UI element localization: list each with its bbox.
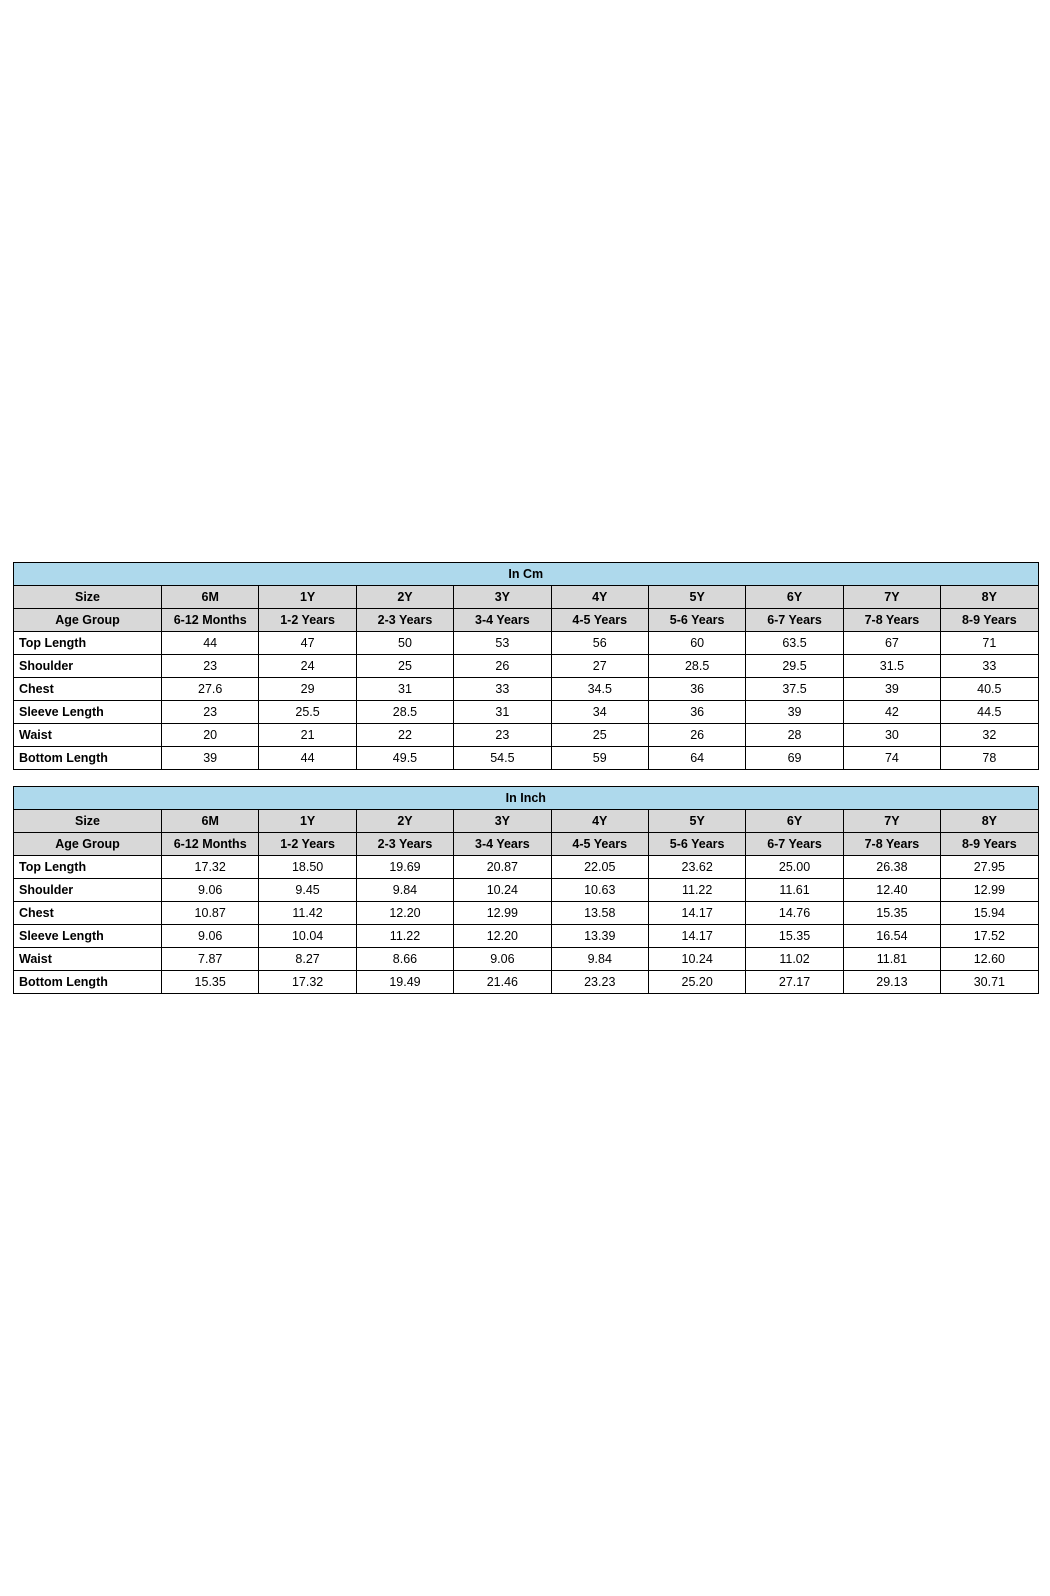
measurement-value: 23.23: [551, 971, 648, 994]
measurement-label: Bottom Length: [14, 747, 162, 770]
measurement-label: Shoulder: [14, 655, 162, 678]
measurement-value: 16.54: [843, 925, 940, 948]
size-header-cell: 3Y: [454, 586, 551, 609]
size-header-cell: 5Y: [648, 810, 745, 833]
measurement-value: 18.50: [259, 856, 356, 879]
measurement-value: 15.94: [941, 902, 1038, 925]
age-group-label: Age Group: [14, 833, 162, 856]
measurement-value: 23: [162, 655, 259, 678]
measurement-value: 50: [356, 632, 453, 655]
measurement-value: 12.20: [356, 902, 453, 925]
measurement-value: 27.17: [746, 971, 843, 994]
measurement-value: 71: [941, 632, 1038, 655]
age-group-cell: 5-6 Years: [648, 609, 745, 632]
measurement-value: 28: [746, 724, 843, 747]
age-group-cell: 4-5 Years: [551, 833, 648, 856]
measurement-value: 11.22: [648, 879, 745, 902]
age-group-cell: 8-9 Years: [941, 609, 1038, 632]
size-header-cell: 7Y: [843, 810, 940, 833]
measurement-value: 25: [356, 655, 453, 678]
age-group-cell: 6-7 Years: [746, 833, 843, 856]
measurement-value: 17.52: [941, 925, 1038, 948]
age-group-row: [14, 833, 1039, 856]
measurement-value: 10.63: [551, 879, 648, 902]
age-group-cell: 2-3 Years: [356, 833, 453, 856]
measurement-value: 9.06: [454, 948, 551, 971]
measurement-value: 39: [746, 701, 843, 724]
size-header-label: Size: [14, 586, 162, 609]
measurement-value: 11.61: [746, 879, 843, 902]
measurement-value: 12.40: [843, 879, 940, 902]
measurement-value: 31.5: [843, 655, 940, 678]
size-header-row: [14, 586, 1039, 609]
size-header-cell: 2Y: [356, 810, 453, 833]
measurement-value: 27.6: [162, 678, 259, 701]
measurement-value: 29: [259, 678, 356, 701]
measurement-value: 34.5: [551, 678, 648, 701]
size-header-cell: 8Y: [941, 810, 1038, 833]
measurement-value: 69: [746, 747, 843, 770]
measurement-value: 27.95: [941, 856, 1038, 879]
size-header-label: Size: [14, 810, 162, 833]
measurement-value: 37.5: [746, 678, 843, 701]
measurement-value: 20: [162, 724, 259, 747]
measurement-value: 30: [843, 724, 940, 747]
age-group-cell: 8-9 Years: [941, 833, 1038, 856]
size-header-cell: 6Y: [746, 586, 843, 609]
age-group-cell: 3-4 Years: [454, 833, 551, 856]
unit-banner-row: [14, 563, 1039, 586]
unit-label: In Inch: [14, 787, 1039, 810]
age-group-cell: 6-7 Years: [746, 609, 843, 632]
measurement-value: 11.42: [259, 902, 356, 925]
age-group-row: [14, 609, 1039, 632]
measurement-value: 25.20: [648, 971, 745, 994]
measurement-value: 47: [259, 632, 356, 655]
measurement-value: 74: [843, 747, 940, 770]
measurement-value: 64: [648, 747, 745, 770]
measurement-value: 39: [162, 747, 259, 770]
size-header-cell: 1Y: [259, 810, 356, 833]
measurement-value: 26.38: [843, 856, 940, 879]
measurement-value: 21.46: [454, 971, 551, 994]
measurement-value: 22: [356, 724, 453, 747]
size-header-cell: 3Y: [454, 810, 551, 833]
table-row: [14, 925, 1039, 948]
measurement-value: 44: [162, 632, 259, 655]
size-tables-host: [13, 562, 1038, 994]
measurement-value: 25.5: [259, 701, 356, 724]
measurement-value: 14.17: [648, 902, 745, 925]
measurement-value: 19.49: [356, 971, 453, 994]
size-header-cell: 1Y: [259, 586, 356, 609]
measurement-value: 10.87: [162, 902, 259, 925]
measurement-value: 29.13: [843, 971, 940, 994]
measurement-value: 22.05: [551, 856, 648, 879]
measurement-value: 30.71: [941, 971, 1038, 994]
measurement-value: 59: [551, 747, 648, 770]
measurement-value: 49.5: [356, 747, 453, 770]
measurement-label: Waist: [14, 724, 162, 747]
unit-label: In Cm: [14, 563, 1039, 586]
measurement-value: 42: [843, 701, 940, 724]
measurement-value: 13.39: [551, 925, 648, 948]
size-header-cell: 4Y: [551, 586, 648, 609]
measurement-value: 54.5: [454, 747, 551, 770]
measurement-value: 44: [259, 747, 356, 770]
size-header-cell: 7Y: [843, 586, 940, 609]
table-spacer: [13, 770, 1038, 786]
measurement-value: 29.5: [746, 655, 843, 678]
age-group-cell: 7-8 Years: [843, 609, 940, 632]
measurement-value: 11.02: [746, 948, 843, 971]
size-header-cell: 2Y: [356, 586, 453, 609]
measurement-value: 12.99: [454, 902, 551, 925]
measurement-value: 23.62: [648, 856, 745, 879]
measurement-value: 11.22: [356, 925, 453, 948]
measurement-value: 36: [648, 678, 745, 701]
measurement-value: 28.5: [648, 655, 745, 678]
measurement-value: 11.81: [843, 948, 940, 971]
age-group-cell: 5-6 Years: [648, 833, 745, 856]
measurement-value: 14.76: [746, 902, 843, 925]
measurement-label: Waist: [14, 948, 162, 971]
age-group-cell: 1-2 Years: [259, 609, 356, 632]
measurement-value: 8.66: [356, 948, 453, 971]
size-header-cell: 6M: [162, 810, 259, 833]
size-header-cell: 4Y: [551, 810, 648, 833]
table-row: [14, 678, 1039, 701]
measurement-value: 14.17: [648, 925, 745, 948]
measurement-value: 63.5: [746, 632, 843, 655]
measurement-value: 10.04: [259, 925, 356, 948]
measurement-value: 60: [648, 632, 745, 655]
measurement-value: 36: [648, 701, 745, 724]
size-header-cell: 6Y: [746, 810, 843, 833]
age-group-cell: 4-5 Years: [551, 609, 648, 632]
measurement-value: 39: [843, 678, 940, 701]
size-chart-table: [13, 786, 1039, 994]
size-chart-table: [13, 562, 1039, 770]
table-row: [14, 724, 1039, 747]
measurement-value: 78: [941, 747, 1038, 770]
measurement-value: 25: [551, 724, 648, 747]
measurement-value: 9.06: [162, 879, 259, 902]
measurement-value: 9.84: [551, 948, 648, 971]
measurement-value: 27: [551, 655, 648, 678]
table-row: [14, 856, 1039, 879]
measurement-label: Sleeve Length: [14, 701, 162, 724]
measurement-value: 33: [941, 655, 1038, 678]
measurement-value: 23: [454, 724, 551, 747]
measurement-value: 13.58: [551, 902, 648, 925]
age-group-cell: 1-2 Years: [259, 833, 356, 856]
measurement-value: 31: [356, 678, 453, 701]
age-group-label: Age Group: [14, 609, 162, 632]
measurement-label: Shoulder: [14, 879, 162, 902]
measurement-value: 33: [454, 678, 551, 701]
age-group-cell: 7-8 Years: [843, 833, 940, 856]
size-header-row: [14, 810, 1039, 833]
measurement-value: 21: [259, 724, 356, 747]
table-row: [14, 971, 1039, 994]
measurement-value: 19.69: [356, 856, 453, 879]
measurement-label: Chest: [14, 902, 162, 925]
measurement-value: 9.06: [162, 925, 259, 948]
unit-banner-row: [14, 787, 1039, 810]
measurement-value: 17.32: [162, 856, 259, 879]
measurement-value: 15.35: [746, 925, 843, 948]
measurement-value: 40.5: [941, 678, 1038, 701]
measurement-value: 28.5: [356, 701, 453, 724]
table-row: [14, 632, 1039, 655]
table-row: [14, 902, 1039, 925]
measurement-label: Chest: [14, 678, 162, 701]
table-row: [14, 655, 1039, 678]
measurement-value: 31: [454, 701, 551, 724]
table-row: [14, 948, 1039, 971]
measurement-value: 9.45: [259, 879, 356, 902]
measurement-value: 8.27: [259, 948, 356, 971]
age-group-cell: 6-12 Months: [162, 833, 259, 856]
measurement-value: 56: [551, 632, 648, 655]
age-group-cell: 2-3 Years: [356, 609, 453, 632]
size-header-cell: 6M: [162, 586, 259, 609]
measurement-value: 12.99: [941, 879, 1038, 902]
measurement-value: 23: [162, 701, 259, 724]
measurement-value: 17.32: [259, 971, 356, 994]
measurement-label: Bottom Length: [14, 971, 162, 994]
measurement-value: 9.84: [356, 879, 453, 902]
measurement-value: 26: [648, 724, 745, 747]
measurement-value: 15.35: [162, 971, 259, 994]
age-group-cell: 6-12 Months: [162, 609, 259, 632]
measurement-label: Sleeve Length: [14, 925, 162, 948]
measurement-value: 26: [454, 655, 551, 678]
measurement-value: 53: [454, 632, 551, 655]
table-row: [14, 747, 1039, 770]
measurement-value: 24: [259, 655, 356, 678]
size-chart-container: [13, 562, 1038, 994]
measurement-value: 25.00: [746, 856, 843, 879]
measurement-value: 15.35: [843, 902, 940, 925]
measurement-label: Top Length: [14, 632, 162, 655]
measurement-label: Top Length: [14, 856, 162, 879]
measurement-value: 10.24: [648, 948, 745, 971]
size-header-cell: 8Y: [941, 586, 1038, 609]
table-row: [14, 879, 1039, 902]
measurement-value: 12.60: [941, 948, 1038, 971]
measurement-value: 20.87: [454, 856, 551, 879]
measurement-value: 7.87: [162, 948, 259, 971]
measurement-value: 67: [843, 632, 940, 655]
measurement-value: 12.20: [454, 925, 551, 948]
measurement-value: 34: [551, 701, 648, 724]
measurement-value: 10.24: [454, 879, 551, 902]
measurement-value: 32: [941, 724, 1038, 747]
table-row: [14, 701, 1039, 724]
age-group-cell: 3-4 Years: [454, 609, 551, 632]
measurement-value: 44.5: [941, 701, 1038, 724]
size-header-cell: 5Y: [648, 586, 745, 609]
